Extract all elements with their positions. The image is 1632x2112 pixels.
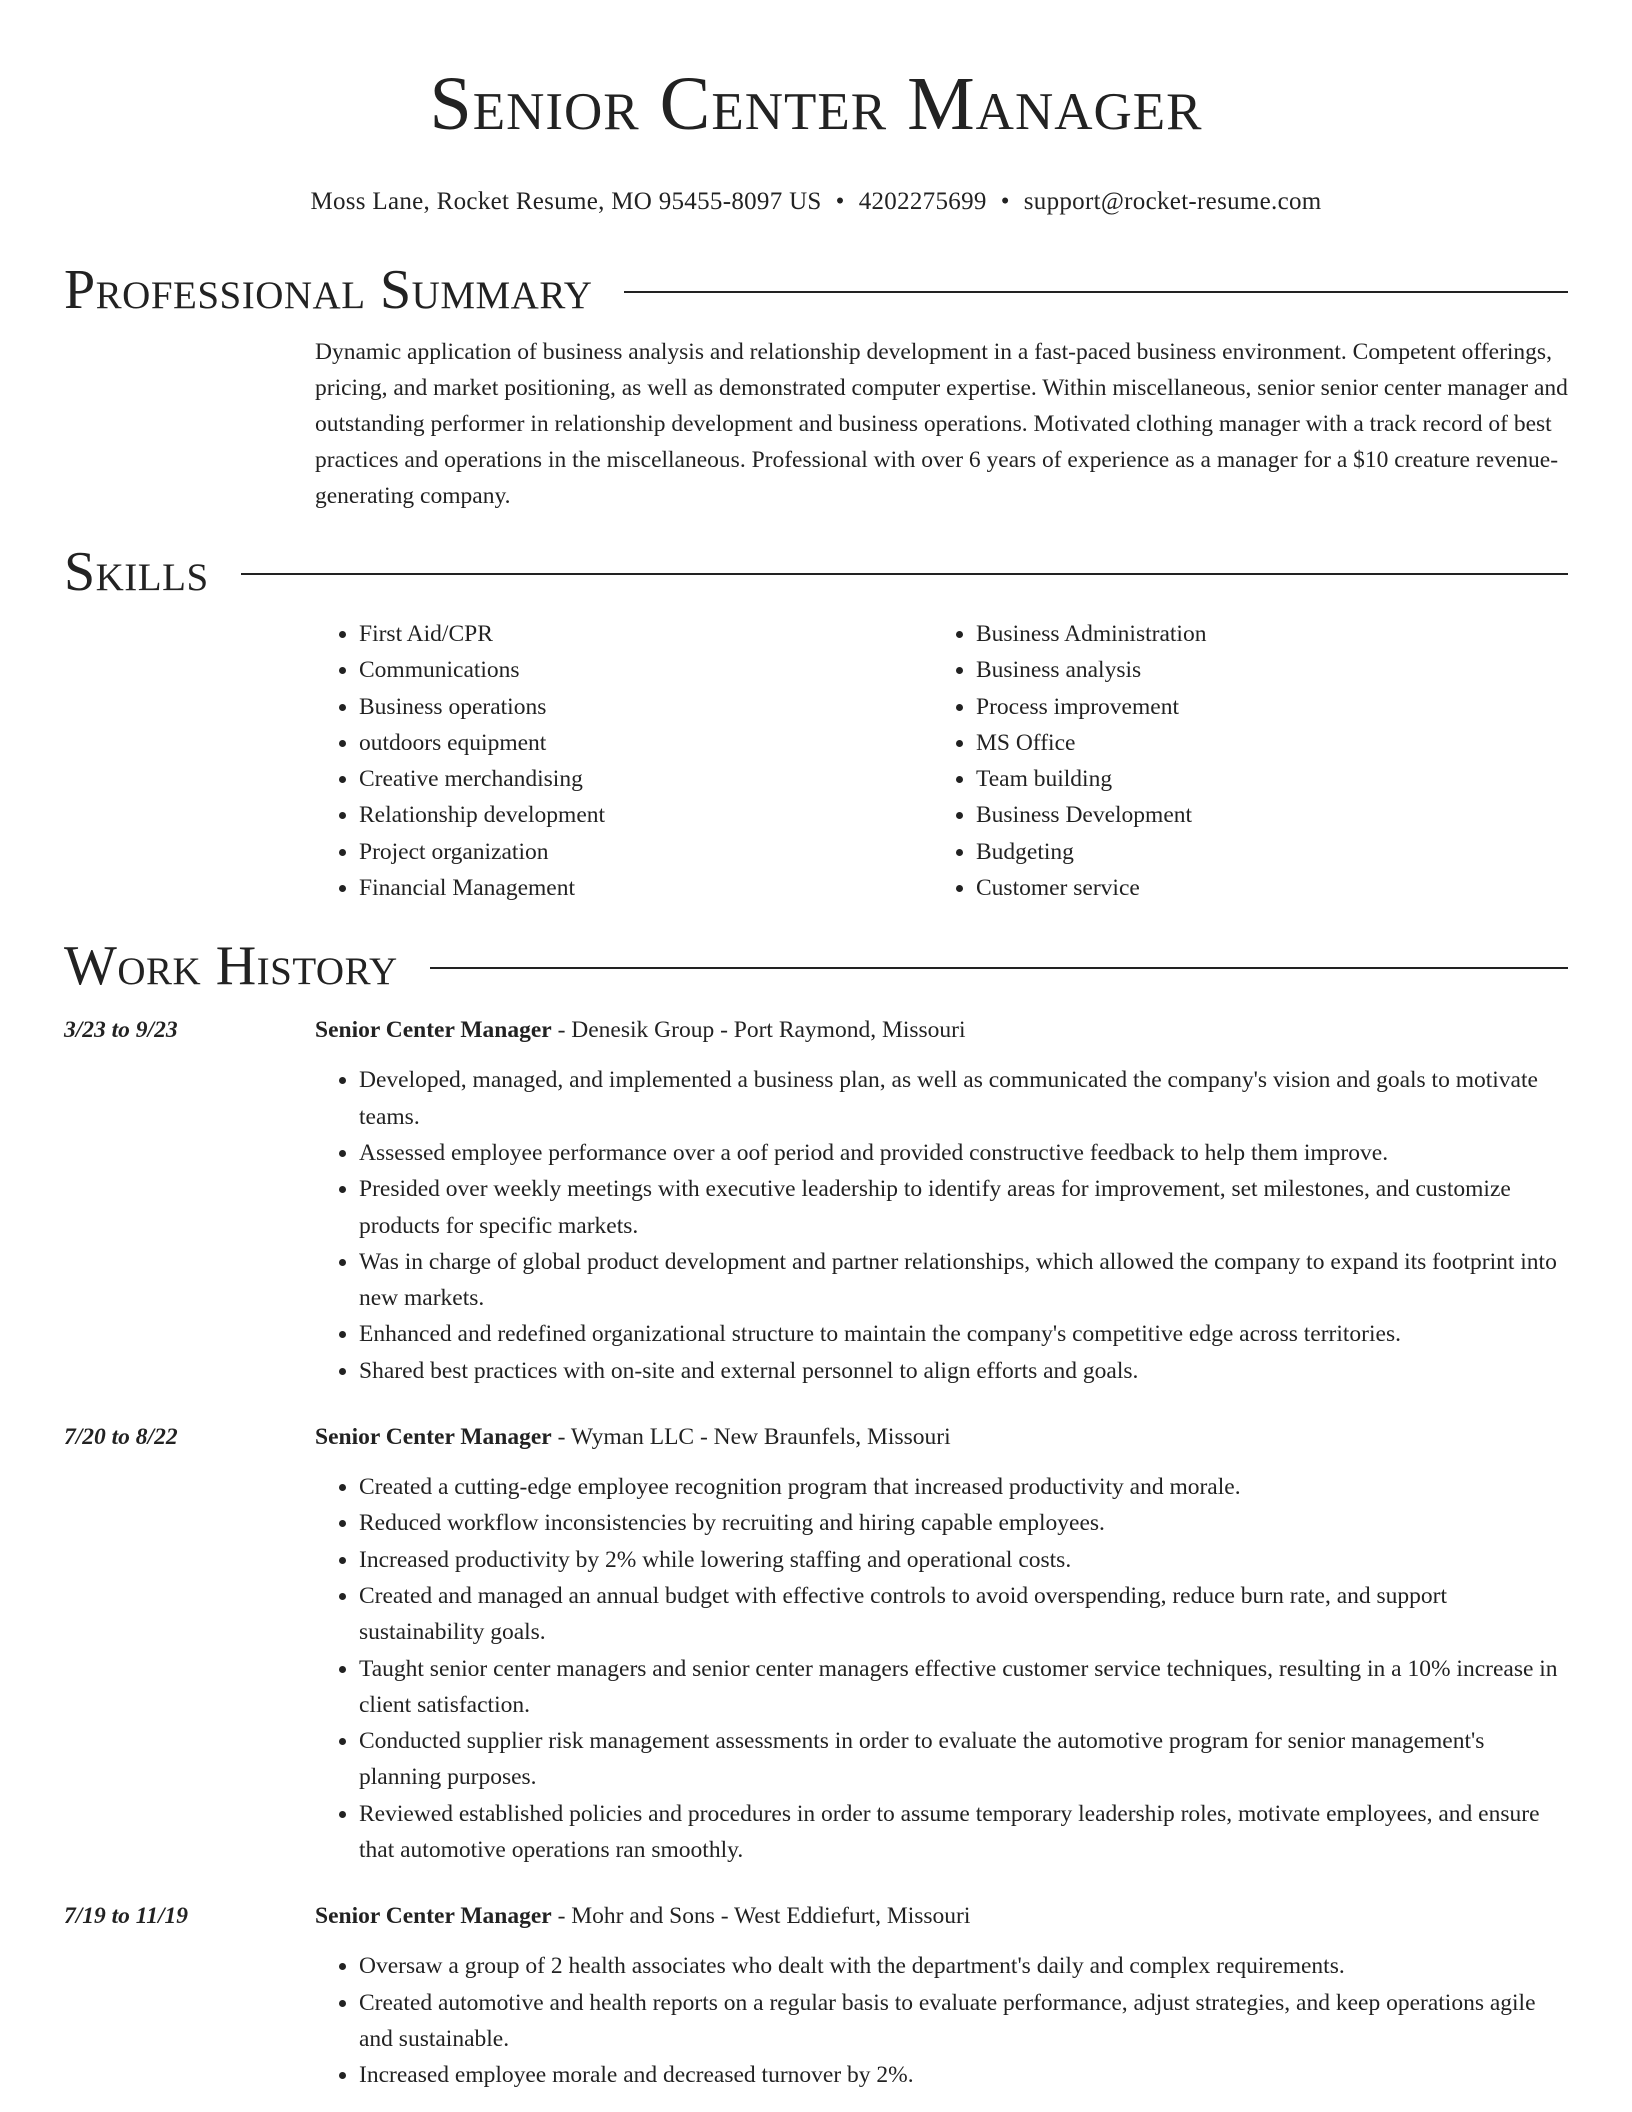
skill-item: • Financial Management	[359, 870, 932, 906]
section-divider	[241, 573, 1568, 575]
skills-column-left	[315, 616, 932, 906]
skills-section-header	[64, 540, 1568, 604]
job-bullets	[315, 1948, 1568, 2093]
job-bullet: • Developed, managed, and implemented a business plan, as well as communicated the company's vision and goals to motivate teams.	[359, 1062, 1568, 1135]
job-bullet: • Created and managed an annual budget with effective controls to avoid overspending, reduce burn rate, and support sustainability goals.	[359, 1578, 1568, 1651]
job-bullet: • Created automotive and health reports on a regular basis to evaluate performance, adjust strategies, and keep operations agile and sustainable.	[359, 1985, 1568, 2058]
job-role: Senior Center Manager	[315, 1903, 552, 1930]
job-bullet: • Enhanced and redefined organizational structure to maintain the company's competitive edge across territories.	[359, 1316, 1568, 1352]
skill-item: • Business Development	[976, 797, 1549, 833]
contact-separator: •	[835, 188, 845, 215]
job-bullet: • Presided over weekly meetings with executive leadership to identify areas for improvement, set milestones, and customize products for specific markets.	[359, 1171, 1568, 1244]
skill-item: • Project organization	[359, 834, 932, 870]
job-role: Senior Center Manager	[315, 1017, 552, 1044]
resume-name: Senior Center Manager	[429, 62, 1203, 146]
job-bullet: • Oversaw a group of 2 health associates who dealt with the department's daily and complex requirements.	[359, 1948, 1568, 1984]
job-entry	[64, 1419, 1568, 1868]
job-content	[315, 1012, 1568, 1389]
job-content	[315, 1898, 1568, 2093]
job-dates: 7/20 to 8/22	[64, 1424, 178, 1451]
section-divider	[624, 291, 1568, 293]
skill-item: • Budgeting	[976, 834, 1549, 870]
job-bullets	[315, 1062, 1568, 1389]
summary-text: Dynamic application of business analysis and relationship development in a fast-paced business environment. Competent offerings, pricing, and market positioning, as well as demonstrated computer expertise. Within miscellaneous, senior senior center manager and outstanding performer in relationship development and business operations. Motivated clothing manager with a track record of best practices and operations in the miscellaneous. Professional with over 6 years of experience as a manager for a $10 creature revenue-generating company.	[315, 339, 1568, 509]
contact-address: Moss Lane, Rocket Resume, MO 95455-8097 US	[310, 188, 822, 215]
job-employer: - Mohr and Sons - West Eddiefurt, Missouri	[551, 1903, 971, 1930]
job-bullet: • Increased employee morale and decreased turnover by 2%.	[359, 2057, 1568, 2093]
skills-heading: Skills	[64, 541, 209, 603]
skill-item: • Creative merchandising	[359, 761, 932, 797]
contact-separator: •	[1000, 188, 1010, 215]
job-bullet: • Conducted supplier risk management assessments in order to evaluate the automotive program for senior management's planning purposes.	[359, 1723, 1568, 1796]
skill-item: • Process improvement	[976, 689, 1549, 725]
skill-item: • MS Office	[976, 725, 1549, 761]
skill-item: • Communications	[359, 652, 932, 688]
section-divider	[430, 967, 1568, 969]
work-heading: Work History	[64, 935, 398, 998]
job-bullet: • Was in charge of global product development and partner relationships, which allowed the company to expand its footprint into new markets.	[359, 1244, 1568, 1317]
work-section-header	[64, 934, 1568, 998]
skill-item: • Business analysis	[976, 652, 1549, 688]
job-title-line	[315, 1898, 1568, 1934]
job-bullet: • Taught senior center managers and senior center managers effective customer service techniques, resulting in a 10% increase in client satisfaction.	[359, 1651, 1568, 1724]
job-title-line	[315, 1419, 1568, 1455]
job-employer: - Denesik Group - Port Raymond, Missouri	[551, 1017, 966, 1044]
skill-item: • Business Administration	[976, 616, 1549, 652]
job-entry	[64, 1898, 1568, 2093]
job-role: Senior Center Manager	[315, 1424, 552, 1451]
skill-item: • Team building	[976, 761, 1549, 797]
skills-column-right	[932, 616, 1549, 906]
job-bullet: • Shared best practices with on-site and external personnel to align efforts and goals.	[359, 1353, 1568, 1389]
skill-item: • Business operations	[359, 689, 932, 725]
skill-item: • outdoors equipment	[359, 725, 932, 761]
job-title-line	[315, 1012, 1568, 1048]
contact-phone: 4202275699	[858, 188, 987, 215]
job-dates: 7/19 to 11/19	[64, 1903, 189, 1930]
skill-item: • Customer service	[976, 870, 1549, 906]
skills-list	[315, 616, 1568, 906]
contact-email: support@rocket-resume.com	[1023, 188, 1322, 215]
job-bullets	[315, 1469, 1568, 1868]
job-content	[315, 1419, 1568, 1868]
skill-item: • First Aid/CPR	[359, 616, 932, 652]
summary-section-header	[64, 258, 1568, 322]
summary-heading: Professional Summary	[64, 259, 593, 321]
job-entry	[64, 1012, 1568, 1389]
contact-line	[64, 186, 1568, 218]
job-dates: 3/23 to 9/23	[64, 1017, 178, 1044]
job-bullet: • Assessed employee performance over a oof period and provided constructive feedback to help them improve.	[359, 1135, 1568, 1171]
job-bullet: • Created a cutting-edge employee recognition program that increased productivity and morale.	[359, 1469, 1568, 1505]
job-bullet: • Increased productivity by 2% while lowering staffing and operational costs.	[359, 1542, 1568, 1578]
job-bullet: • Reviewed established policies and procedures in order to assume temporary leadership roles, motivate employees, and ensure that automotive operations ran smoothly.	[359, 1796, 1568, 1869]
skill-item: • Relationship development	[359, 797, 932, 833]
job-bullet: • Reduced workflow inconsistencies by recruiting and hiring capable employees.	[359, 1505, 1568, 1541]
job-employer: - Wyman LLC - New Braunfels, Missouri	[551, 1424, 951, 1451]
resume-page	[64, 0, 1568, 2094]
